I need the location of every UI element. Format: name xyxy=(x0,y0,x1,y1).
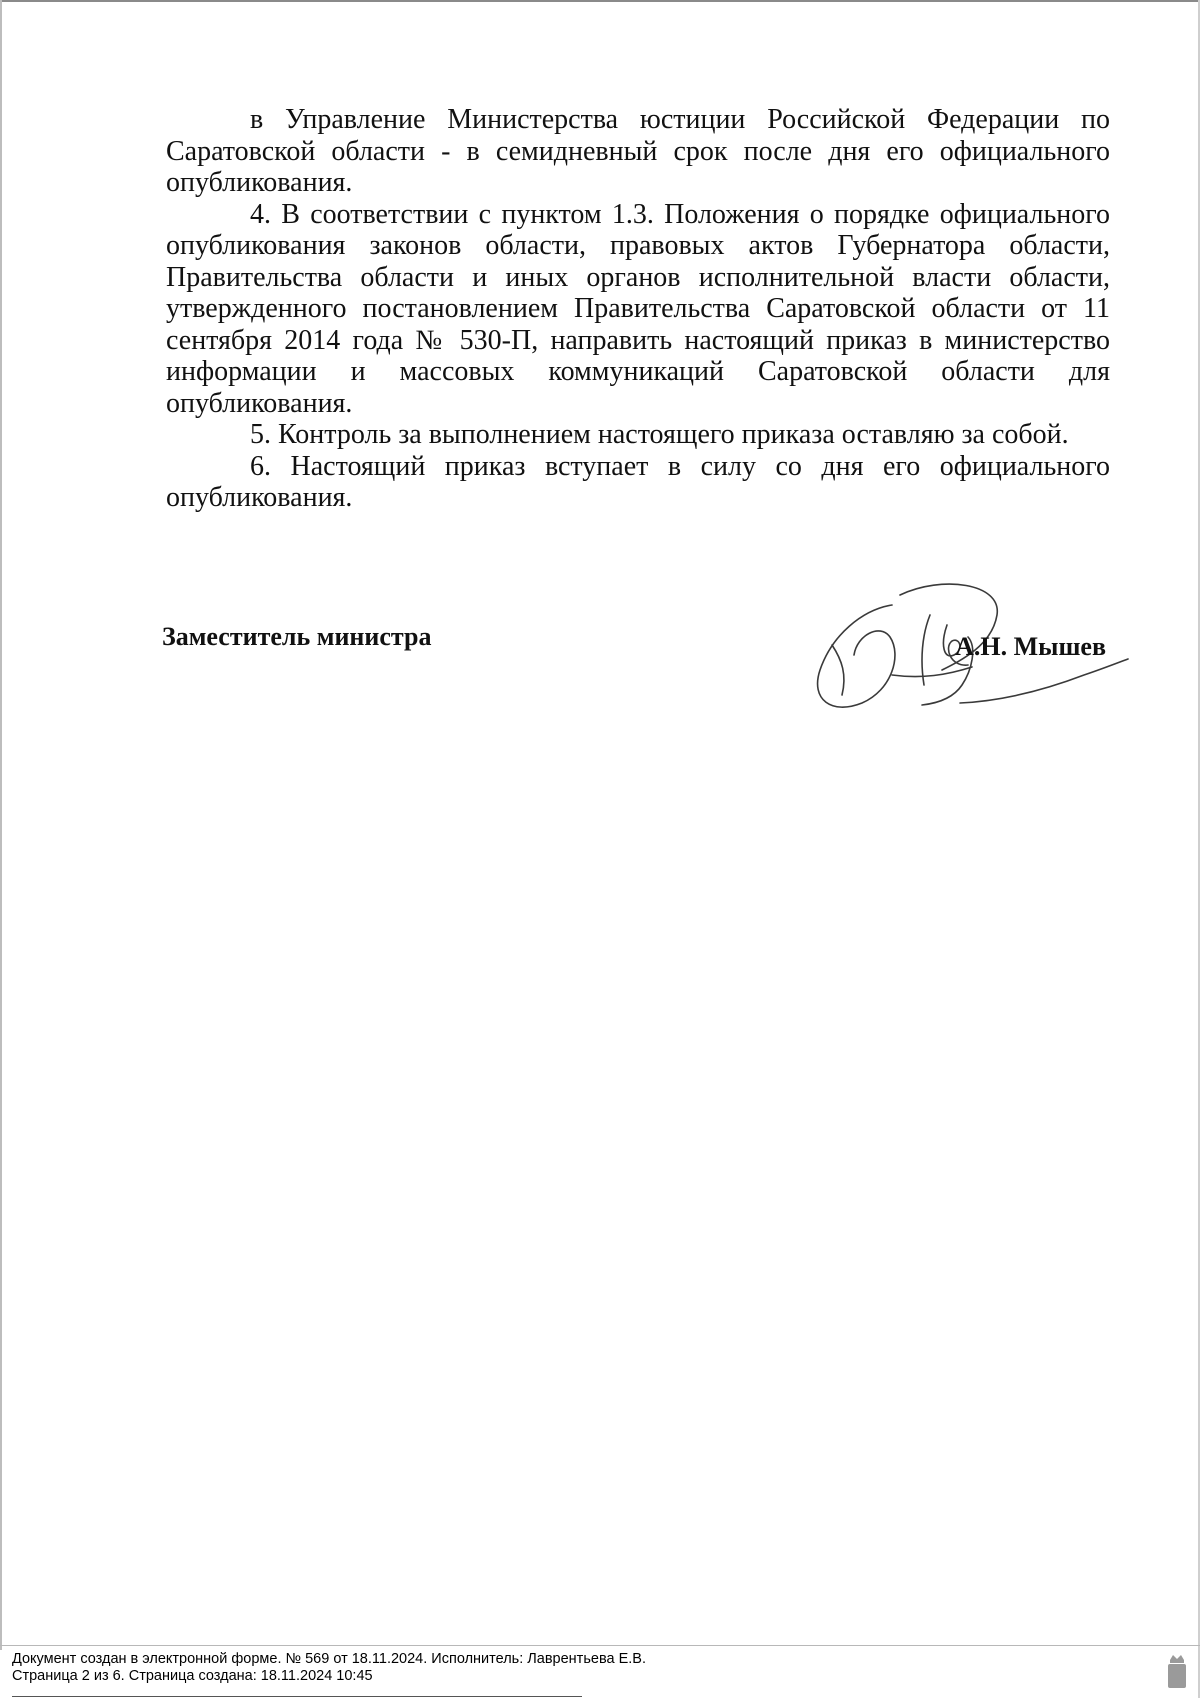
paragraph-continuation: в Управление Министерства юстиции Российской Федерации по Саратовской области - в семидневный срок после дня его официального опубликования. xyxy=(166,104,1110,198)
document-footer xyxy=(0,1645,1200,1699)
paragraph-item-6: 6. Настоящий приказ вступает в силу со дня его официального опубликования. xyxy=(166,450,1110,513)
signatory-title: Заместитель министра xyxy=(162,622,432,651)
page-top-edge xyxy=(0,0,1200,2)
footer-text xyxy=(12,1651,646,1685)
paragraph-item-4: 4. В соответствии с пунктом 1.3. Положения о порядке официального опубликования законов области, правовых актов Губернатора области, Правительства области и иных органов исполнительной власти области, утвержденного постановлением Правительства Саратовской области от 11 сентября 2014 года № 530-П, направить настоящий приказ в министерство информации и массовых коммуникаций Саратовской области для опубликования. xyxy=(166,198,1110,419)
footer-underline xyxy=(12,1696,582,1697)
paragraph-item-5: 5. Контроль за выполнением настоящего приказа оставляю за собой. xyxy=(250,419,1069,450)
signature-block xyxy=(162,560,1112,710)
footer-page-info: Страница 2 из 6. Страница создана: 18.11.2024 10:45 xyxy=(12,1668,373,1684)
document-body xyxy=(166,104,1110,514)
page-left-edge xyxy=(0,0,2,1650)
region-emblem-icon xyxy=(1164,1650,1190,1690)
signatory-name: А.Н. Мышев xyxy=(955,632,1106,661)
footer-document-info: Документ создан в электронной форме. № 569 от 18.11.2024. Исполнитель: Лаврентьева Е.В. xyxy=(12,1651,646,1667)
